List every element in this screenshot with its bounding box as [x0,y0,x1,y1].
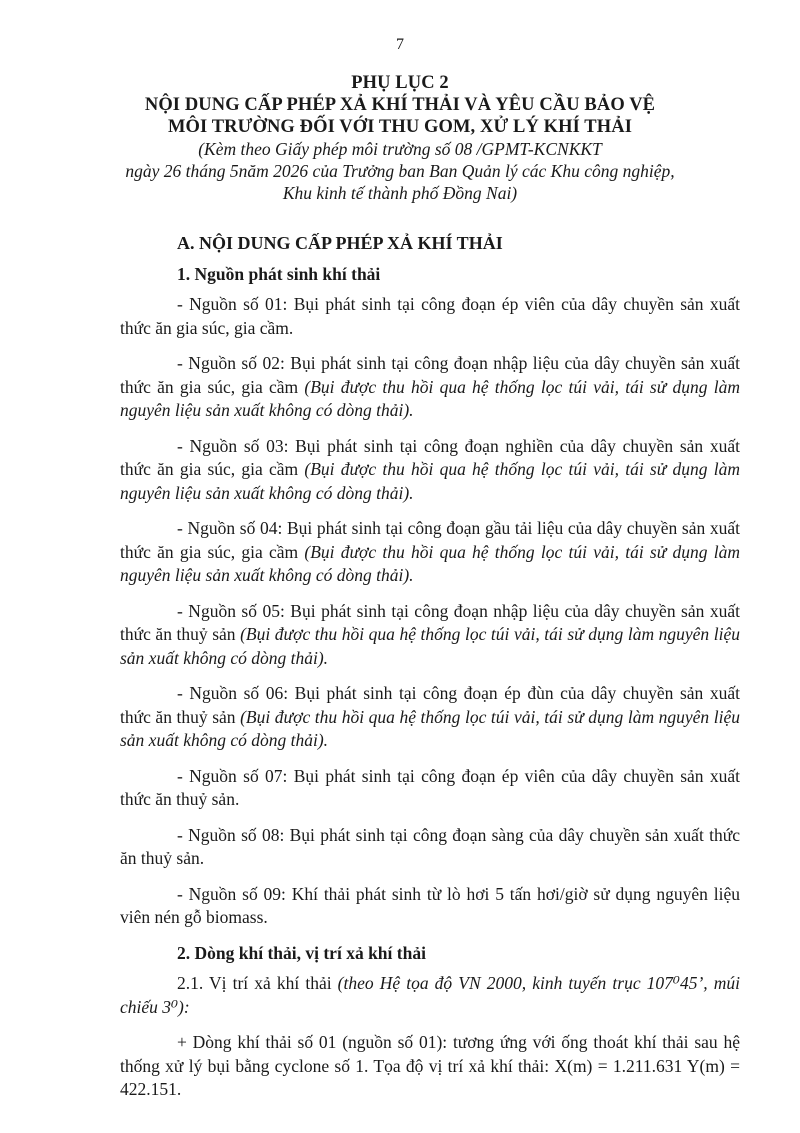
page-number: 7 [396,36,404,53]
emission-source-item [120,600,740,671]
emission-source-note: (Bụi được thu hồi qua hệ thống lọc túi vải, tái sử dụng làm nguyên liệu sản xuất không có dòng thải). [120,459,740,503]
emission-source-text: - Nguồn số 03: Bụi phát sinh tại công đoạn nghiền của dây chuyền sản xuất thức ăn gia súc, gia cầm [120,435,740,479]
document-body [120,232,740,1114]
emission-source-item [120,435,740,506]
subsection-1-heading: 1. Nguồn phát sinh khí thải [177,263,381,284]
emission-source-list [120,293,740,930]
discharge-location-note: (theo Hệ tọa độ VN 2000, kinh tuyến trục 107⁰45’, múi chiếu 3⁰): [120,973,740,1017]
emission-source-note: (Bụi được thu hồi qua hệ thống lọc túi vải, tái sử dụng làm nguyên liệu sản xuất không có dòng thải). [120,376,740,420]
emission-source-item [120,824,740,871]
emission-source-text: - Nguồn số 02: Bụi phát sinh tại công đoạn nhập liệu của dây chuyền sản xuất thức ăn gia súc, gia cầm [120,353,740,397]
emission-source-item [120,682,740,753]
emission-source-item [120,517,740,588]
subsection-2-heading: 2. Dòng khí thải, vị trí xả khí thải [177,942,426,963]
appendix-title-line-2: MÔI TRƯỜNG ĐỐI VỚI THU GOM, XỬ LÝ KHÍ THẢI [167,117,632,137]
attachment-note-line-1: (Kèm theo Giấy phép môi trường số 08 /GPMT-KCNKKT [198,139,602,159]
emission-source-note: (Bụi được thu hồi qua hệ thống lọc túi vải, tái sử dụng làm nguyên liệu sản xuất không có dòng thải). [120,706,740,750]
emission-source-text: - Nguồn số 08: Bụi phát sinh tại công đoạn sàng của dây chuyền sản xuất thức ăn thuỷ sản. [120,824,740,868]
emission-source-note: (Bụi được thu hồi qua hệ thống lọc túi vải, tái sử dụng làm nguyên liệu sản xuất không có dòng thải). [120,541,740,585]
emission-source-text: - Nguồn số 07: Bụi phát sinh tại công đoạn ép viên của dây chuyền sản xuất thức ăn thuỷ sản. [120,765,740,809]
emission-source-text: - Nguồn số 01: Bụi phát sinh tại công đoạn ép viên của dây chuyền sản xuất thức ăn gia súc, gia cầm. [120,294,740,338]
emission-source-item [120,352,740,423]
emission-source-item [120,883,740,930]
appendix-label: PHỤ LỤC 2 [351,73,449,93]
attachment-note-line-3: Khu kinh tế thành phố Đồng Nai) [282,183,518,203]
emission-source-item [120,293,740,340]
exhaust-stream-01-paragraph: + Dòng khí thải số 01 (nguồn số 01): tương ứng với ống thoát khí thải sau hệ thống xử lý bụi bằng cyclone số 1. Tọa độ vị trí xả khí thải: X(m) = 1.211.631 Y(m) = 422.151. [120,1032,740,1099]
section-a-heading: A. NỘI DUNG CẤP PHÉP XẢ KHÍ THẢI [177,233,503,253]
emission-source-item [120,765,740,812]
emission-source-text: - Nguồn số 09: Khí thải phát sinh từ lò hơi 5 tấn hơi/giờ sử dụng nguyên liệu viên nén gỗ biomass. [120,883,740,927]
appendix-title-line-1: NỘI DUNG CẤP PHÉP XẢ KHÍ THẢI VÀ YÊU CẦU BẢO VỆ [144,95,656,115]
emission-source-text: - Nguồn số 06: Bụi phát sinh tại công đoạn ép đùn của dây chuyền sản xuất thức ăn thuỷ sản [120,683,740,727]
attachment-note-line-2: ngày 26 tháng 5năm 2026 của Trưởng ban Ban Quản lý các Khu công nghiệp, [125,161,675,181]
emission-source-text: - Nguồn số 05: Bụi phát sinh tại công đoạn nhập liệu của dây chuyền sản xuất thức ăn thuỷ sản [120,600,740,644]
appendix-header [60,72,740,204]
emission-source-note: (Bụi được thu hồi qua hệ thống lọc túi vải, tái sử dụng làm nguyên liệu sản xuất không có dòng thải). [120,624,740,668]
discharge-location-text: 2.1. Vị trí xả khí thải [177,973,338,993]
emission-source-text: - Nguồn số 04: Bụi phát sinh tại công đoạn gầu tải liệu của dây chuyền sản xuất thức ăn gia súc, gia cầm [120,518,740,562]
discharge-location-paragraph [120,972,740,1019]
